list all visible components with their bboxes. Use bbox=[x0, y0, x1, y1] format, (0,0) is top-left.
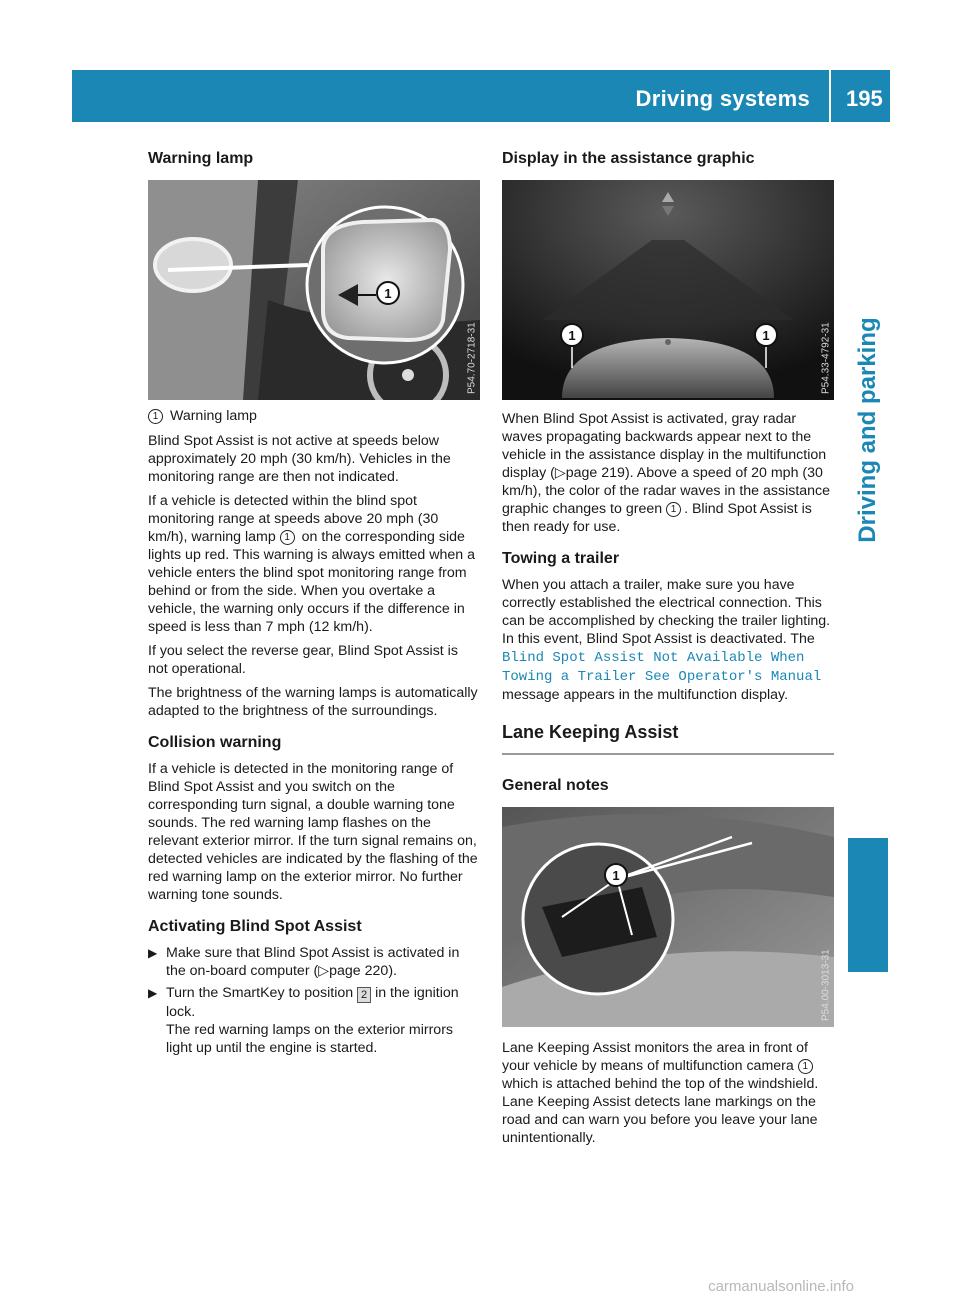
paragraph bbox=[502, 576, 834, 704]
text-segment: Lane Keeping Assist monitors the area in front of your vehicle by means of multifunction camera bbox=[502, 1040, 809, 1074]
figure-code: P54.00-3013-31 bbox=[821, 949, 832, 1021]
mirror-illustration bbox=[148, 180, 480, 400]
paragraph: If you select the reverse gear, Blind Spot Assist is not operational. bbox=[148, 643, 458, 677]
text-segment: in the ignition lock. bbox=[166, 985, 459, 1020]
watermark: carmanualsonline.info bbox=[708, 1278, 854, 1295]
camera-figure bbox=[502, 807, 834, 1027]
callout-marker: 1 bbox=[666, 502, 681, 517]
page-ref-icon: ▷ bbox=[318, 963, 330, 979]
towing-heading: Towing a trailer bbox=[502, 550, 620, 567]
callout-marker: 1 bbox=[280, 530, 295, 545]
paragraph bbox=[502, 1039, 834, 1147]
text-segment: If a vehicle is detected within the blind spot monitoring range at speeds above 20 mph (30 km/h), warning lamp bbox=[148, 493, 439, 545]
caption-text: Warning lamp bbox=[169, 408, 257, 424]
figure-code: P54.70-2718-31 bbox=[467, 322, 478, 394]
paragraph bbox=[502, 410, 834, 536]
mirror-callout: 1 bbox=[384, 286, 392, 301]
header-divider bbox=[829, 70, 831, 122]
paragraph bbox=[148, 492, 480, 636]
text-segment: When Blind Spot Assist is activated, gray radar waves propagating backwards appear next to the vehicle in the assistance display in the multifunction display ( bbox=[502, 411, 827, 481]
text-segment: . Blind Spot Assist is then ready for use. bbox=[502, 501, 812, 535]
graphic-callout-right: 1 bbox=[762, 328, 770, 343]
paragraph: Blind Spot Assist is not active at speeds below approximately 20 mph (30 km/h). Vehicles in the monitoring range are then not indicated. bbox=[148, 433, 451, 485]
paragraph: If a vehicle is detected in the monitoring range of Blind Spot Assist and you switch on the corresponding turn signal, a double warning tone sounds. The red warning lamp flashes on the relevant exterior mirror. If the turn signal remains on, detected vehicles are indicated by the flashing of the red warning lamp on the exterior mirror. No further warning tone sounds. bbox=[148, 761, 478, 903]
step-arrow-icon: ▶ bbox=[148, 946, 158, 960]
instruction-step bbox=[148, 984, 480, 1057]
windshield-camera-illustration bbox=[502, 807, 834, 1027]
right-column bbox=[502, 150, 834, 1153]
text-segment: Turn the SmartKey to position bbox=[166, 985, 354, 1001]
section-title: Driving systems bbox=[635, 86, 810, 111]
page-ref-icon: ▷ bbox=[554, 465, 566, 481]
chapter-tab-marker bbox=[848, 838, 888, 972]
callout-marker: 1 bbox=[148, 409, 163, 424]
figure-caption bbox=[148, 408, 480, 424]
text-segment: The red warning lamps on the exterior mirrors light up until the engine is started. bbox=[166, 1022, 454, 1056]
instruction-step bbox=[148, 944, 480, 980]
camera-callout: 1 bbox=[612, 868, 620, 883]
figure-code: P54.33-4792-31 bbox=[821, 322, 832, 394]
text-segment: on the corresponding side lights up red. This warning is always emitted when a vehicle enters the blind spot monitoring range from behind or from the side. When you overtake a vehicle, the warning only occurs if the difference in speed is less than 7 mph (12 km/h). bbox=[148, 529, 475, 635]
chapter-tab-label: Driving and parking bbox=[854, 317, 881, 543]
assistance-graphic-figure bbox=[502, 180, 834, 400]
paragraph: The brightness of the warning lamps is automatically adapted to the brightness of the surroundings. bbox=[148, 685, 478, 719]
activating-heading: Activating Blind Spot Assist bbox=[148, 918, 362, 935]
page-number: 195 bbox=[846, 86, 883, 111]
callout-marker: 1 bbox=[798, 1059, 813, 1074]
text-segment: Make sure that Blind Spot Assist is activated in the on-board computer ( bbox=[166, 945, 460, 979]
page-reference[interactable]: page 220). bbox=[329, 963, 397, 979]
warning-lamp-heading: Warning lamp bbox=[148, 150, 254, 167]
lane-keeping-heading: Lane Keeping Assist bbox=[502, 722, 834, 755]
page-reference[interactable]: page 219). Above a speed of 20 mph (30 km/h), the color of the radar waves in the assistance graphic changes to green bbox=[502, 465, 831, 517]
collision-heading: Collision warning bbox=[148, 734, 282, 751]
step-arrow-icon: ▶ bbox=[148, 986, 158, 1000]
key-position-badge: 2 bbox=[357, 987, 371, 1003]
graphic-callout-left: 1 bbox=[568, 328, 576, 343]
display-message: Blind Spot Assist Not Available When Towing a Trailer See Operator's Manual bbox=[502, 650, 822, 685]
left-column bbox=[148, 150, 480, 1061]
assistance-graphic bbox=[502, 180, 834, 400]
text-segment: When you attach a trailer, make sure you have correctly established the electrical connection. This can be accomplished by checking the trailer lighting. In this event, Blind Spot Assist is deactivated. The bbox=[502, 577, 831, 647]
general-notes-heading: General notes bbox=[502, 777, 609, 794]
display-heading: Display in the assistance graphic bbox=[502, 150, 755, 167]
text-segment: which is attached behind the top of the windshield. Lane Keeping Assist detects lane markings on the road and can warn you before you leave your lane unintentionally. bbox=[502, 1076, 819, 1146]
text-segment: message appears in the multifunction display. bbox=[502, 687, 789, 703]
mirror-figure bbox=[148, 180, 480, 400]
